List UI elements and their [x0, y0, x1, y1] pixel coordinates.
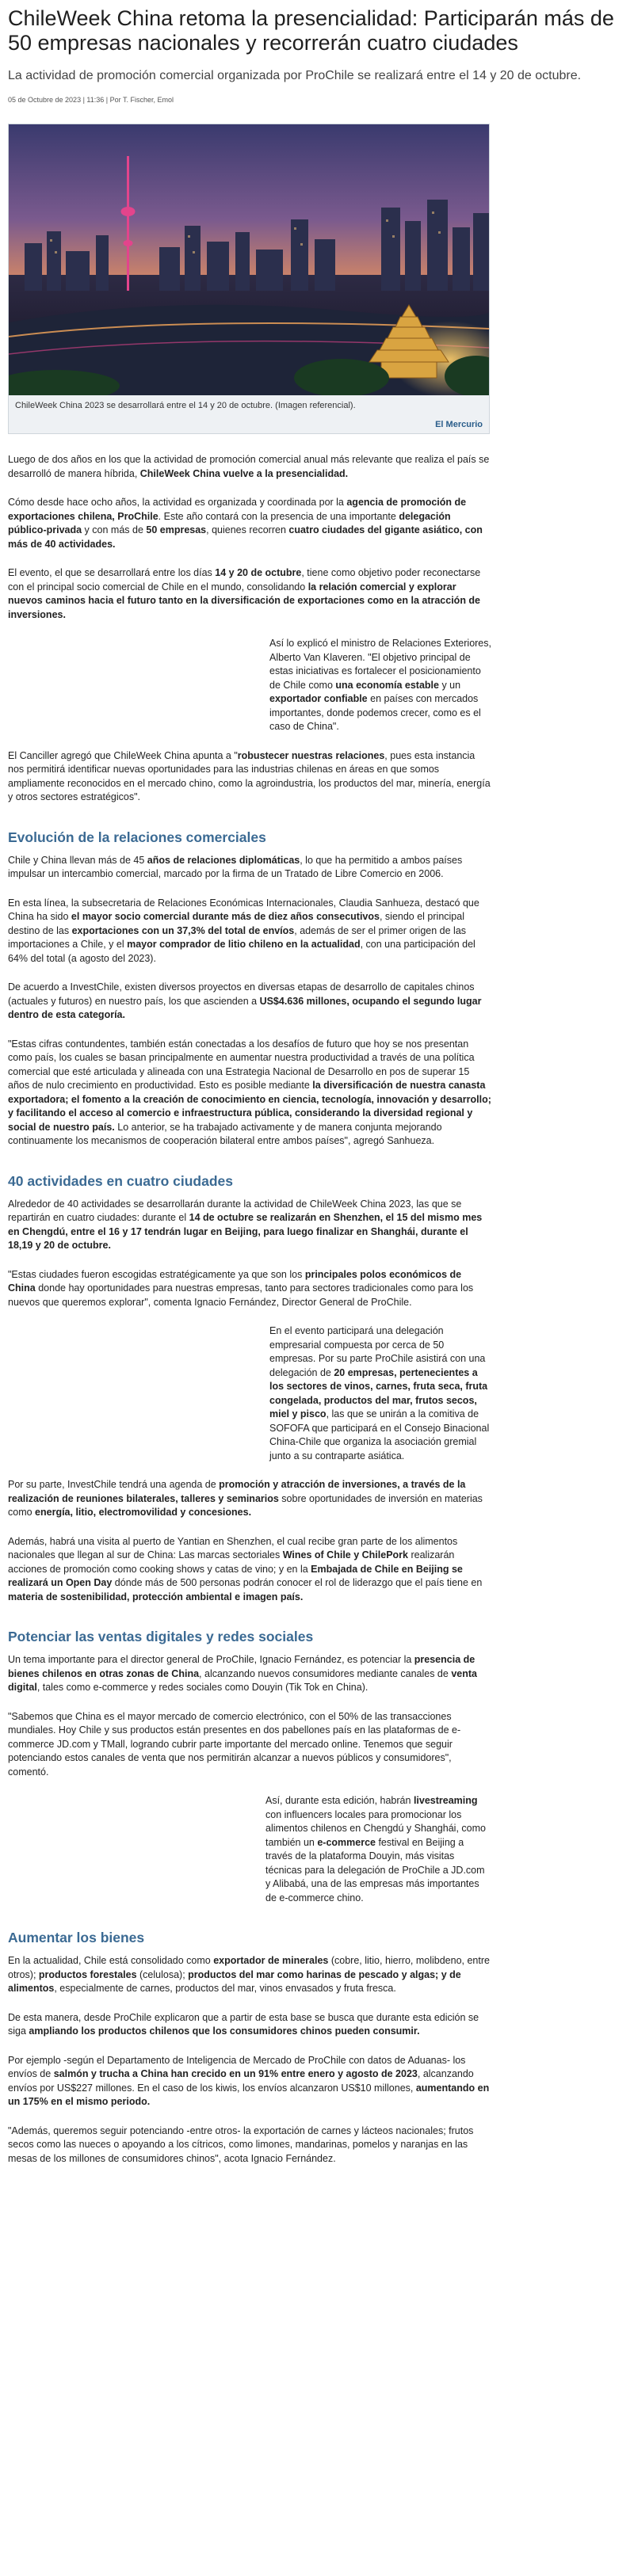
article-title: ChileWeek China retoma la presencialidad: Participarán más de 50 empresas nacionales y recorrerán cuatro ciudades	[8, 6, 614, 55]
section-heading: 40 actividades en cuatro ciudades	[8, 1172, 234, 1189]
paragraph: Luego de dos años en los que la actividad de promoción comercial anual más relevante que realiza el país se desarrolló de manera híbrida, ChileWeek China vuelve a la presencialidad.	[8, 454, 490, 479]
article-byline: 05 de Octubre de 2023 | 11:36 | Por T. Fischer, Emol	[8, 96, 174, 104]
paragraph: Por su parte, InvestChile tendrá una agenda de promoción y atracción de inversiones, a través de la realización de reuniones bilaterales, talleres y seminarios sobre oportunidades de inversión en materias como energía, litio, electromovilidad y concesiones.	[8, 1479, 483, 1518]
paragraph: "Además, queremos seguir potenciando -entre otros- la exportación de carnes y lácteos nacionales; frutos secos como las nueces o apoyando a los cítricos, como limones, mandarinas, pomelos y naranjas en las mesas de los millones de consumidores chinos", acota Ignacio Fernández.	[8, 2124, 474, 2164]
paragraph: De esta manera, desde ProChile explicaron que a partir de esta base se busca que durante esta edición se siga ampliando los productos chilenos que los consumidores chinos pueden consumir.	[8, 2011, 479, 2037]
city-skyline-photo	[9, 124, 489, 395]
paragraph: Cómo desde hace ocho años, la actividad es organizada y coordinada por la agencia de promoción de exportaciones chilena, ProChile. Este año contará con la presencia de una importante delegación público-privada y con más de 50 empresas, quienes recorren cuatro ciudades del gigante asiático, con más de 40 actividades.	[8, 497, 483, 550]
article-subtitle: La actividad de promoción comercial organizada por ProChile se realizará entre el 14 y 20 de octubre.	[8, 69, 582, 82]
paragraph: Chile y China llevan más de 45 años de relaciones diplomáticas, lo que ha permitido a ambos países impulsar un intercambio comercial, marcado por la firma de un Tratado de Libre Comercio en 2006.	[8, 854, 463, 879]
paragraph: De acuerdo a InvestChile, existen diversos proyectos en diversas etapas de desarrollo de capitales chinos (actuales y futuros) en nuestro país, los que ascienden a US$4.636 millones, ocupando el segundo lugar dentro de esta categoría.	[8, 981, 482, 1020]
paragraph: Un tema importante para el director general de ProChile, Ignacio Fernández, es potenciar la presencia de bienes chilenos en otras zonas de China, alcanzando nuevos consumidores mediante canales de venta digital, tales como e-commerce y redes sociales como Douyin (Tik Tok en China).	[8, 1654, 477, 1693]
paragraph-indented: Así, durante esta edición, habrán livestreaming con influencers locales para promocionar los alimentos chilenos en Chengdú y Shanghái, como también un e-commerce festival en Beijing a través de la plataforma Douyin, más visitas técnicas para la delegación de ProChile a JD.com y Alibabá, una de las empresas más importantes de e-commerce chino.	[265, 1795, 486, 1903]
article-figure	[8, 124, 490, 434]
paragraph: El evento, el que se desarrollará entre los días 14 y 20 de octubre, tiene como objetivo poder reconectarse con el principal socio comercial de Chile en el mundo, consolidando la relación comercial y explorar nuevos caminos hacia el futuro tanto en la diversificación de exportaciones como en la atracción de inversiones.	[8, 567, 481, 620]
paragraph-indented: Así lo explicó el ministro de Relaciones Exteriores, Alberto Van Klaveren. "El objetivo principal de estas iniciativas es fortalecer el posicionamiento de Chile como una economía estable y un exportador confiable en países con mercados importantes, donde podemos crecer, como es el caso de China".	[269, 638, 491, 732]
paragraph: En la actualidad, Chile está consolidado como exportador de minerales (cobre, litio, hierro, molibdeno, entre otros); productos forestales (celulosa); productos del mar como harinas de pescado y algas; y de alimentos, especialmente de carnes, productos del mar, vinos envasados y fruta fresca.	[8, 1955, 490, 1994]
paragraph: En esta línea, la subsecretaria de Relaciones Económicas Internacionales, Claudia Sanhueza, destacó que China ha sido el mayor socio comercial durante más de diez años consecutivos, siendo el principal destino de las exportaciones con un 37,3% del total de envíos, además de ser el primer origen de las importaciones a Chile, y el mayor comprador de litio chileno en la actualidad, con una participación del 64% del total (a agosto del 2023).	[8, 897, 479, 964]
paragraph-indented: En el evento participará una delegación empresarial compuesta por cerca de 50 empresas. Por su parte ProChile asistirá con una delegación de 20 empresas, pertenecientes a los sectores de vinos, carnes, fruta seca, fruta congelada, productos del mar, frutos secos, miel y pisco, las que se unirán a la comitiva de SOFOFA que participará en el Consejo Binacional China-Chile que organiza la asociación gremial junto a su contraparte asiática.	[269, 1325, 490, 1461]
paragraph: Por ejemplo -según el Departamento de Inteligencia de Mercado de ProChile con datos de Aduanas- los envíos de salmón y trucha a China han crecido en un 91% entre enero y agosto de 2023, alcanzando envíos por US$227 millones. En el caso de los kiwis, los envíos alcanzaron US$10 millones, aumentando en un 175% en el mismo periodo.	[8, 2054, 490, 2107]
image-caption: ChileWeek China 2023 se desarrollará entre el 14 y 20 de octubre. (Imagen referencial).	[15, 401, 356, 410]
section-heading: Aumentar los bienes	[8, 1930, 145, 1945]
paragraph: Además, habrá una visita al puerto de Yantian en Shenzhen, el cual recibe gran parte de los alimentos nacionales que llegan al sur de China: Las marcas sectoriales Wines of Chile y ChilePork realizarán acciones de promoción como cooking shows y catas de vino; y en la Embajada de Chile en Beijing se realizará un Open Day dónde más de 500 personas podrán conocer el rol de liderazgo que el país tiene en materia de sostenibilidad, protección ambiental e imagen país.	[8, 1535, 483, 1602]
section-heading: Potenciar las ventas digitales y redes sociales	[8, 1629, 314, 1644]
paragraph: "Estas cifras contundentes, también están conectadas a los desafíos de futuro que hoy se nos presentan como país, los cuales se basan principalmente en aumentar nuestra productividad a través de una política comercial que esté articulada y alineada con una Estrategia Nacional de Desarrollo en pos de superar 15 años de nulo crecimiento en productividad. Esto es posible mediante la diversificación de nuestra canasta exportadora; el fomento a la creación de conocimiento en ciencia, tecnología, innovación y desarrollo; y facilitando el acceso al comercio e infraestructura pública, considerando la diversidad regional y social de nuestro país. Lo anterior, se ha trabajado activamente y de manera conjunta mejorando continuamente los mecanismos de cooperación bilateral entre ambos países", agregó Sanhueza.	[8, 1038, 491, 1146]
paragraph: "Estas ciudades fueron escogidas estratégicamente ya que son los principales polos económicos de China donde hay oportunidades para nuestras empresas, tanto para sectores tradicionales como para los nuevos que queremos explorar", comenta Ignacio Fernández, Director General de ProChile.	[8, 1268, 474, 1308]
paragraph: El Canciller agregó que ChileWeek China apunta a "robustecer nuestras relaciones, pues esta instancia nos permitirá identificar nuevas oportunidades para las industrias chilenas en áreas en que somos ampliamente reconocidos en el mercado chino, como la agroindustria, los productos del mar, minería, energía y otros sectores estratégicos".	[8, 749, 491, 802]
section-heading: Evolución de la relaciones comerciales	[8, 829, 266, 845]
image-credit: El Mercurio	[435, 420, 483, 429]
paragraph: "Sabemos que China es el mayor mercado de comercio electrónico, con el 50% de las transacciones mundiales. Hoy Chile y sus productos están presentes en dos pabellones país en las plataformas de e-commerce JD.com y TMall, logrando cubrir parte importante del mercado online. Tenemos que seguir potenciando estos canales de venta que nos permitirán alcanzar a nuevos públicos y consumidores", comentó.	[8, 1710, 461, 1778]
article-body	[8, 453, 491, 2181]
article-photo[interactable]	[9, 124, 489, 395]
paragraph: Alrededor de 40 actividades se desarrollarán durante la actividad de ChileWeek China 2023, las que se repartirán en cuatro ciudades: durante el 14 de octubre se realizarán en Shenzhen, el 15 del mismo mes en Chengdú, entre el 16 y 17 tendrán lugar en Beijing, para luego finalizar en Shanghái, durante el 18,19 y 20 de octubre.	[8, 1198, 483, 1251]
